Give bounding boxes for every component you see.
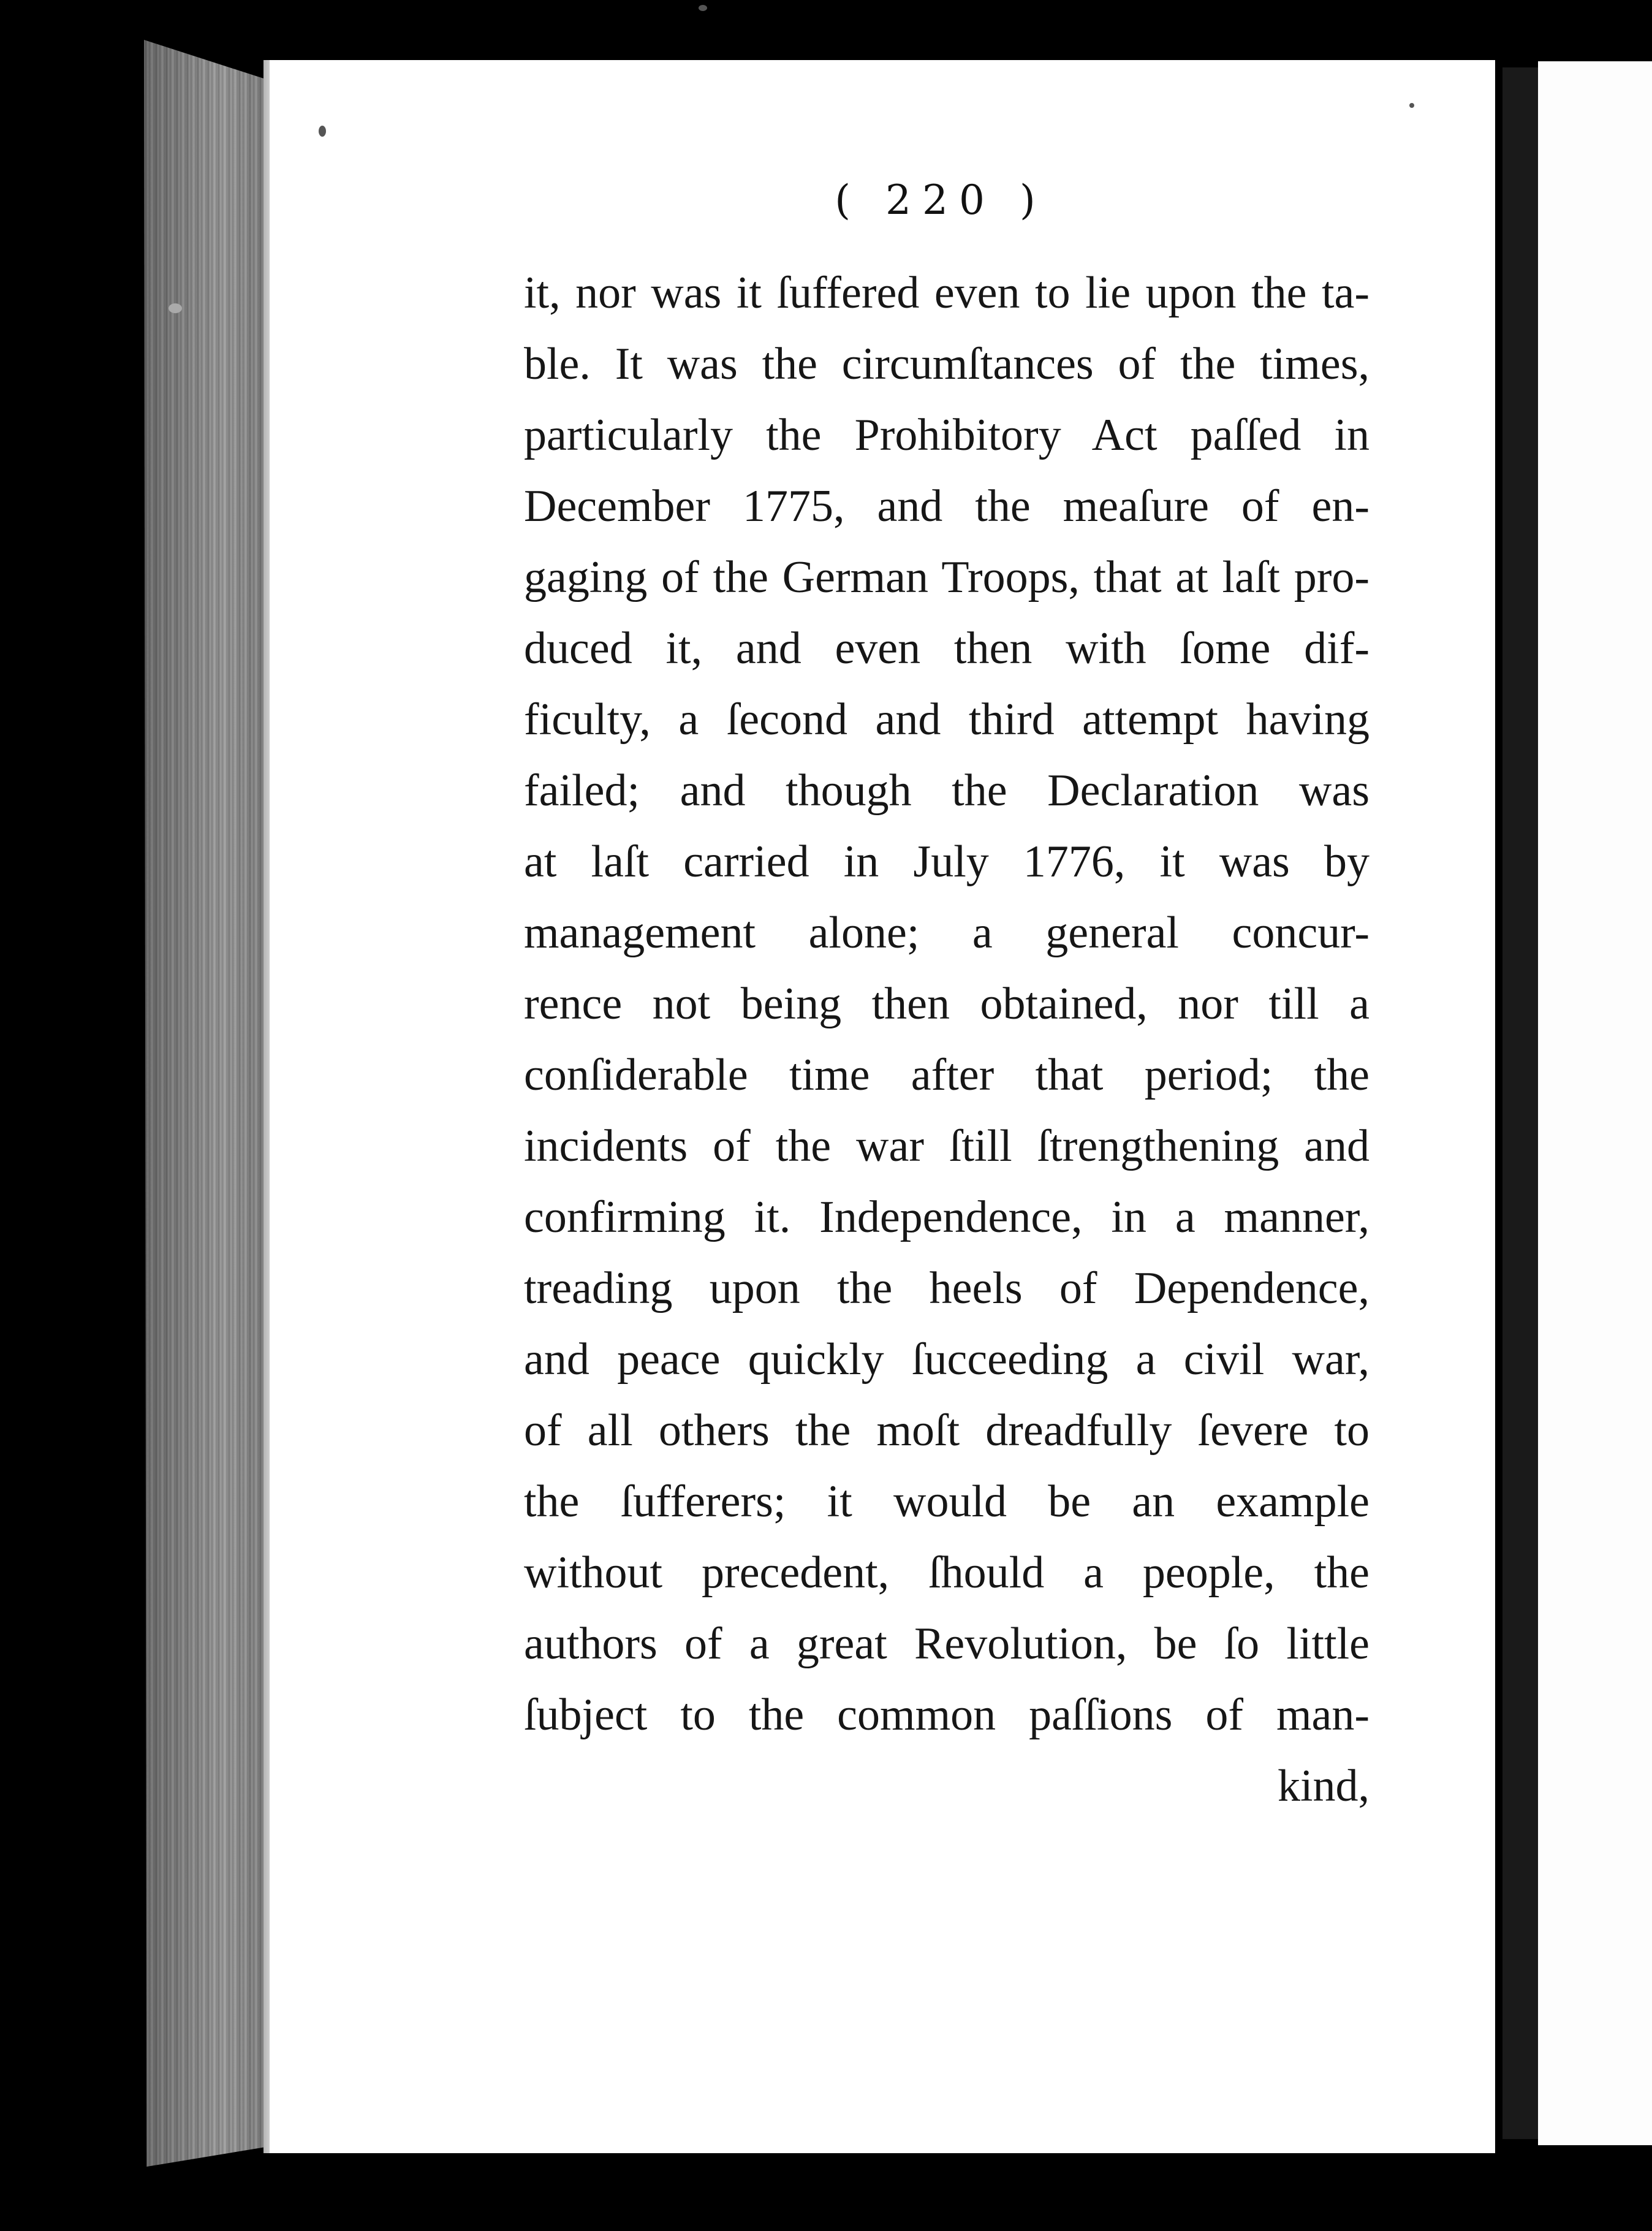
text-line: ſubject to the common paſſions of man- <box>524 1690 1370 1740</box>
text-line: December 1775, and the meaſure of en- <box>524 481 1370 531</box>
scan-speck <box>169 303 182 313</box>
text-line: ble. It was the circumſtances of the times, <box>524 339 1370 389</box>
text-line: management alone; a general concur- <box>524 908 1370 958</box>
text-line: of all others the moſt dreadfully ſevere to <box>524 1405 1370 1456</box>
text-line: confirming it. Independence, in a manner, <box>524 1192 1370 1242</box>
text-line: ficulty, a ſecond and third attempt having <box>524 694 1370 745</box>
scan-speck <box>699 5 707 11</box>
text-line-catchword: kind, <box>1277 1761 1370 1811</box>
page-text-body <box>524 257 1370 1822</box>
facing-page-edge <box>1538 61 1652 2145</box>
text-line: duced it, and even then with ſome dif- <box>524 623 1370 674</box>
text-line: gaging of the German Troops, that at laſt pro- <box>524 552 1370 602</box>
text-line: failed; and though the Declaration was <box>524 766 1370 816</box>
text-line: treading upon the heels of Dependence, <box>524 1263 1370 1313</box>
text-line: without precedent, ſhould a people, the <box>524 1548 1370 1598</box>
text-line: conſiderable time after that period; the <box>524 1050 1370 1100</box>
text-line: the ſufferers; it would be an example <box>524 1477 1370 1527</box>
text-line: particularly the Prohibitory Act paſſed in <box>524 410 1370 460</box>
book-page-edges <box>144 40 276 2167</box>
page-number: ( 220 ) <box>835 177 1047 224</box>
facing-page-gutter <box>1502 67 1539 2139</box>
text-line: and peace quickly ſucceeding a civil war, <box>524 1334 1370 1385</box>
text-line: rence not being then obtained, nor till a <box>524 979 1370 1029</box>
scan-speck <box>1409 103 1414 108</box>
text-line: authors of a great Revolution, be ſo little <box>524 1619 1370 1669</box>
text-line: it, nor was it ſuffered even to lie upon the ta- <box>524 268 1370 318</box>
text-line: incidents of the war ſtill ſtrengthening and <box>524 1121 1370 1171</box>
scan-speck <box>319 126 326 137</box>
text-line: at laſt carried in July 1776, it was by <box>524 837 1370 887</box>
